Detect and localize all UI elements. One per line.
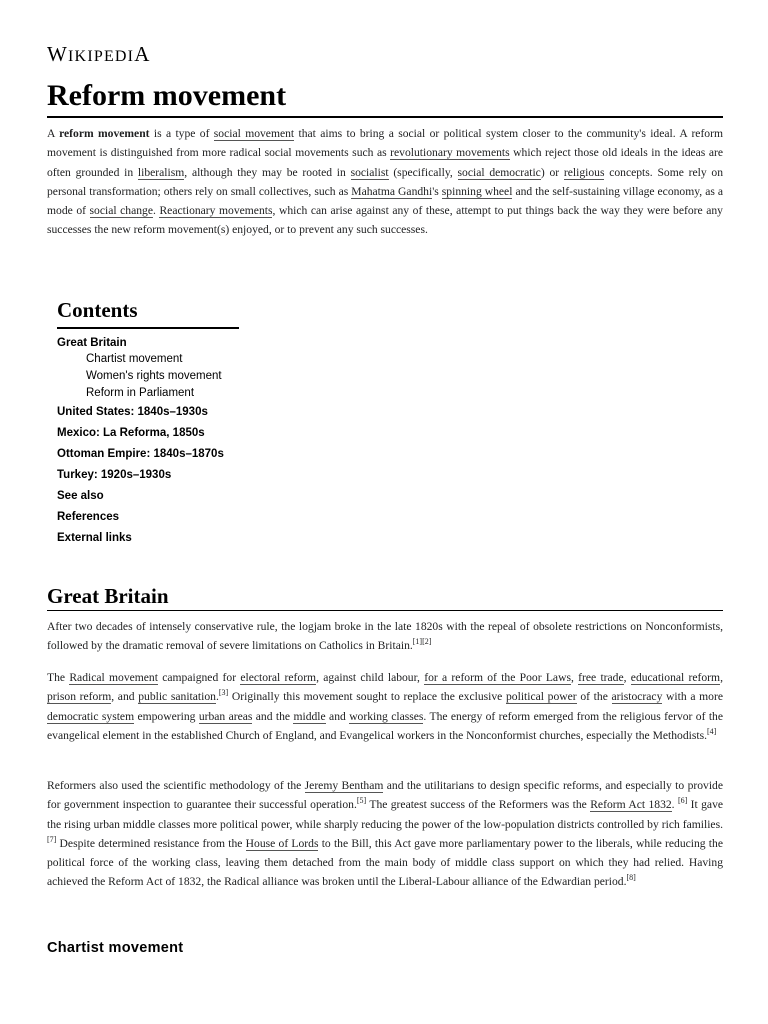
toc-title: Contents [57, 296, 239, 329]
paragraph-1 [47, 617, 723, 656]
paragraph-text: Reformers also used the scientific methodology of the [47, 779, 305, 792]
link-social-change[interactable]: social change [89, 204, 153, 218]
paragraph-text: empowering [134, 709, 199, 723]
link-poor-laws-reform[interactable]: for a reform of the Poor Laws [424, 671, 571, 684]
paragraph-text: and the [252, 709, 294, 723]
intro-text: , which can arise against any of these, attempt to put things back the way they were before any successes the new reform movement(s) enjoyed, or to prevent any such successes. [47, 204, 723, 237]
subsection-heading-chartist-movement: Chartist movement [47, 940, 184, 956]
intro-text: which reject those old ideals in the ideas are often grounded in [47, 146, 724, 179]
paragraph-text: The greatest success of the Reformers was the [366, 798, 591, 812]
toc-item-reform-in-parliament[interactable]: Reform in Parliament [86, 387, 195, 399]
intro-text: A [47, 127, 60, 140]
link-social-movement[interactable]: social movement [213, 127, 295, 140]
paragraph-text: . [671, 798, 678, 812]
page-title: Reform movement [47, 76, 723, 118]
intro-text: 's [432, 184, 442, 198]
paragraph-text: to the Bill, this Act gave more parliamentary power to the liberals, while reducing the political force of the working class, leaving them detached from the main body of middle class support on which they had relied. Having achieved the Reform Act of 1832, the Radical alliance was broken until the Liberal-Labour alliance of the Edwardian period. [47, 836, 723, 889]
intro-bold-term: reform movement [59, 127, 150, 140]
paragraph-text: Originally this movement sought to replace the exclusive [228, 690, 506, 704]
paragraph-text: and the utilitarians to design specific reforms, and especially to provide for government inspection to guarantee their successful operation. [47, 779, 723, 812]
link-aristocracy[interactable]: aristocracy [611, 690, 663, 704]
wikipedia-wordmark[interactable] [47, 42, 151, 67]
paragraph-text: After two decades of intensely conservative rule, the logjam broke in the late 1820s with the repeal of obsolete restrictions on Nonconformists, followed by the dramatic removal of severe limitations on Catholics in Britain. [47, 620, 723, 653]
link-reactionary-movements[interactable]: Reactionary movements [159, 204, 273, 218]
link-reform-act-1832[interactable]: Reform Act 1832 [590, 798, 672, 812]
link-working-classes[interactable]: working classes [349, 709, 424, 723]
intro-text: that aims to bring a social or political system closer to the community's ideal. A reform movement is distinguished from more radical social movements such as [47, 127, 723, 160]
toc-item-references[interactable]: References [57, 511, 120, 523]
intro-text: and the self-sustaining village economy, as a mode of [47, 184, 723, 218]
toc-item-mexico[interactable]: Mexico: La Reforma, 1850s [57, 427, 205, 439]
toc-item-great-britain[interactable]: Great Britain [57, 337, 127, 349]
link-house-of-lords[interactable]: House of Lords [245, 836, 319, 850]
citation-5[interactable]: [5] [356, 796, 367, 806]
intro-paragraph [47, 124, 723, 240]
table-of-contents [57, 296, 557, 549]
paragraph-text: . The energy of reform emerged from the religious fervor of the evangelical element in the established Church of England, and Evangelical workers in the Nonconformist churches, especially the Methodists. [47, 709, 723, 742]
link-free-trade[interactable]: free trade [578, 671, 624, 684]
paragraph-3 [47, 776, 723, 892]
link-middle[interactable]: middle [293, 709, 326, 723]
link-liberalism[interactable]: liberalism [137, 165, 185, 179]
link-social-democratic[interactable]: social democratic [457, 165, 541, 179]
citation-6[interactable]: [6] [677, 796, 688, 806]
intro-text: concepts. Some rely on personal transformation; others rely on small collectives, such as [47, 165, 723, 198]
link-public-sanitation[interactable]: public sanitation [138, 690, 216, 704]
link-religious[interactable]: religious [563, 165, 605, 179]
wordmark-last: A [134, 42, 151, 66]
paragraph-text: of the [576, 690, 612, 704]
link-urban-areas[interactable]: urban areas [198, 709, 253, 723]
paragraph-text: It gave the rising urban middle classes more political power, while sharply reducing the power of the low-population districts controlled by rich families. [47, 798, 724, 831]
paragraph-text: , against child labour, [316, 671, 425, 684]
toc-item-see-also[interactable]: See also [57, 490, 104, 502]
link-revolutionary-movements[interactable]: revolutionary movements [390, 146, 510, 160]
link-prison-reform[interactable]: prison reform [47, 690, 112, 704]
toc-item-chartist-movement[interactable]: Chartist movement [86, 353, 183, 365]
toc-item-turkey[interactable]: Turkey: 1920s–1930s [57, 469, 172, 481]
paragraph-text: . [215, 690, 219, 704]
link-socialist[interactable]: socialist [350, 165, 389, 179]
paragraph-2 [47, 668, 723, 745]
link-democratic-system[interactable]: democratic system [47, 709, 135, 723]
link-educational-reform[interactable]: educational reform [630, 671, 721, 684]
toc-list [57, 335, 557, 549]
wordmark-first: W [47, 42, 69, 66]
intro-text: is a type of [149, 127, 214, 140]
paragraph-text: The [47, 671, 70, 684]
intro-text: (specifically, [388, 165, 458, 179]
intro-text: . [152, 204, 160, 218]
paragraph-text: Despite determined resistance from the [56, 836, 246, 850]
link-radical-movement[interactable]: Radical movement [69, 671, 158, 684]
intro-text: ) or [540, 165, 564, 179]
paragraph-text: , [623, 671, 631, 684]
paragraph-text: , [570, 671, 579, 684]
link-electoral-reform[interactable]: electoral reform [240, 671, 317, 684]
toc-item-united-states[interactable]: United States: 1840s–1930s [57, 406, 208, 418]
paragraph-text: campaigned for [157, 671, 241, 684]
paragraph-text: and [325, 709, 350, 723]
paragraph-text: with a more [662, 690, 723, 704]
citation-1[interactable]: [1] [412, 637, 423, 647]
intro-text: , although they may be rooted in [184, 165, 351, 179]
section-heading-great-britain: Great Britain [47, 582, 723, 611]
citation-4[interactable]: [4] [707, 727, 717, 737]
paragraph-text: , [720, 671, 723, 684]
link-spinning-wheel[interactable]: spinning wheel [441, 184, 513, 198]
toc-item-womens-rights-movement[interactable]: Women's rights movement [86, 370, 222, 382]
toc-item-external-links[interactable]: External links [57, 532, 132, 544]
link-jeremy-bentham[interactable]: Jeremy Bentham [304, 779, 384, 792]
citation-3[interactable]: [3] [218, 688, 229, 698]
citation-8[interactable]: [8] [626, 873, 636, 883]
citation-2[interactable]: [2] [422, 637, 432, 647]
paragraph-text: , and [111, 690, 139, 704]
link-mahatma-gandhi[interactable]: Mahatma Gandhi [351, 184, 433, 198]
citation-7[interactable]: [7] [47, 835, 57, 845]
wordmark-rest: IKIPEDI [68, 48, 135, 65]
toc-item-ottoman-empire[interactable]: Ottoman Empire: 1840s–1870s [57, 448, 224, 460]
link-political-power[interactable]: political power [506, 690, 577, 704]
